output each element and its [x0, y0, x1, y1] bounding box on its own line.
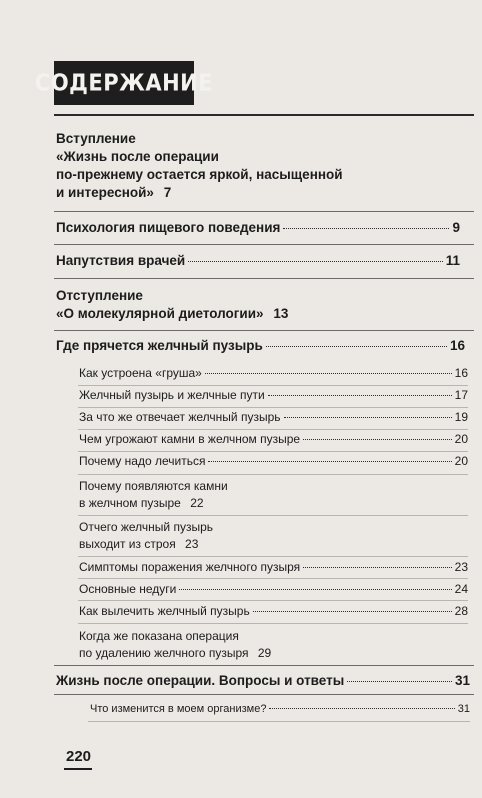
toc-subentry-label: Чем угрожают камни в желчном пузыре: [79, 432, 301, 446]
page-number: 220: [66, 748, 92, 765]
subentry-divider: [78, 474, 468, 475]
leader-dots: [303, 439, 452, 440]
subentry-divider: [78, 385, 468, 386]
subentry-divider: [78, 515, 468, 516]
subentry-divider: [78, 556, 468, 557]
toc-subentry-label-line2: в желчном пузыре: [79, 496, 181, 510]
leader-dots: [266, 346, 447, 347]
toc-subentry-6[interactable]: [79, 478, 468, 512]
toc-subentry-label: Как устроена «груша»: [79, 366, 202, 380]
toc-page-number: 19: [454, 410, 468, 424]
subentry-divider: [78, 429, 468, 430]
leader-dots: [347, 681, 452, 682]
toc-subentry-label: Что изменится в моем организме?: [90, 703, 267, 715]
toc-subentry-label: Симптомы поражения желчного пузыря: [79, 560, 301, 574]
toc-subentry-11[interactable]: [79, 628, 468, 662]
toc-entry-psychology[interactable]: [56, 219, 460, 237]
toc-page-number: 28: [454, 604, 468, 618]
toc-subentry-5[interactable]: [79, 453, 468, 470]
toc-page-number: 22: [190, 496, 204, 510]
toc-entry-intro[interactable]: [56, 130, 460, 202]
toc-page-number: 7: [163, 185, 172, 200]
toc-page-number: 16: [454, 366, 468, 380]
page-title: СОДЕРЖАНИЕ: [54, 61, 194, 105]
toc-subentry-label: Желчный пузырь и желчные пути: [79, 388, 265, 402]
toc-page-number: 13: [273, 306, 289, 321]
toc-page-number: 16: [449, 338, 465, 353]
toc-subentry-8[interactable]: [79, 559, 468, 576]
leader-dots: [269, 708, 454, 709]
toc-subentry-label: Почему надо лечиться: [79, 454, 206, 468]
leader-dots: [188, 261, 442, 262]
toc-subentry-qa[interactable]: [90, 702, 470, 717]
toc-subentry-4[interactable]: [79, 431, 468, 448]
leader-dots: [253, 611, 452, 612]
toc-subentry-7[interactable]: [79, 519, 468, 553]
toc-entry-label: Где прячется желчный пузырь: [56, 338, 263, 353]
subentry-divider: [78, 578, 468, 579]
toc-page-number: 24: [454, 582, 468, 596]
leader-dots: [283, 228, 449, 229]
toc-entry-doctors[interactable]: [56, 252, 460, 270]
toc-subentry-label-line1: Почему появляются камни: [79, 479, 228, 493]
toc-page-number: 9: [452, 220, 460, 235]
toc-entry-label: Напутствия врачей: [56, 253, 186, 268]
section-divider: [54, 278, 474, 279]
toc-entry-label: Жизнь после операции. Вопросы и ответы: [56, 673, 345, 688]
toc-entry-intro-line4: и интересной»: [56, 185, 154, 200]
leader-dots: [179, 589, 451, 590]
toc-page-number: 11: [445, 253, 460, 268]
leader-dots: [205, 373, 452, 374]
toc-entry-label: Психология пищевого поведения: [56, 220, 281, 235]
title-rule: [54, 114, 474, 116]
toc-entry-intro-line3: по-прежнему остается яркой, насыщенной: [56, 167, 343, 182]
toc-page-number: 31: [454, 673, 470, 688]
leader-dots: [208, 461, 451, 462]
subentry-divider: [78, 623, 468, 624]
toc-subentry-10[interactable]: [79, 603, 468, 620]
toc-entry-intro-line2: «Жизнь после операции: [56, 149, 219, 164]
section-divider: [54, 211, 474, 212]
toc-subentry-label: Основные недуги: [79, 582, 177, 596]
toc-entry-qa[interactable]: [56, 672, 470, 690]
page-number-rule: [64, 768, 92, 770]
toc-page-number: 23: [185, 537, 199, 551]
toc-subentry-label-line2: выходит из строя: [79, 537, 176, 551]
section-divider: [54, 665, 474, 666]
subentry-divider: [78, 600, 468, 601]
toc-subentry-2[interactable]: [79, 387, 468, 404]
toc-subentry-label: За что же отвечает желчный пузырь: [79, 410, 281, 424]
toc-page-number: 23: [454, 560, 468, 574]
subentry-divider: [88, 721, 470, 722]
toc-subentry-label-line1: Отчего желчный пузырь: [79, 520, 214, 534]
toc-page-number: 20: [454, 454, 468, 468]
leader-dots: [284, 417, 452, 418]
toc-entry-digression-line2: «О молекулярной диетологии»: [56, 306, 264, 321]
toc-subentry-9[interactable]: [79, 581, 468, 598]
section-divider: [54, 330, 474, 331]
toc-subentry-label-line1: Когда же показана операция: [79, 629, 239, 643]
toc-entry-digression[interactable]: [56, 287, 460, 323]
toc-page-number: 20: [454, 432, 468, 446]
leader-dots: [268, 395, 452, 396]
toc-subentry-label-line2: по удалению желчного пузыря: [79, 646, 249, 660]
leader-dots: [303, 567, 452, 568]
section-divider: [54, 244, 474, 245]
toc-entry-gallbladder[interactable]: [56, 337, 465, 355]
toc-subentry-label: Как вылечить желчный пузырь: [79, 604, 250, 618]
subentry-divider: [78, 407, 468, 408]
toc-page-number: 17: [454, 388, 468, 402]
toc-subentry-1[interactable]: [79, 365, 468, 382]
toc-entry-intro-line1: Вступление: [56, 131, 136, 146]
subentry-divider: [78, 451, 468, 452]
toc-page-number: 29: [257, 646, 272, 660]
section-divider: [54, 694, 474, 695]
toc-page-number: 31: [457, 703, 470, 715]
toc-subentry-3[interactable]: [79, 409, 468, 426]
toc-entry-digression-line1: Отступление: [56, 288, 143, 303]
